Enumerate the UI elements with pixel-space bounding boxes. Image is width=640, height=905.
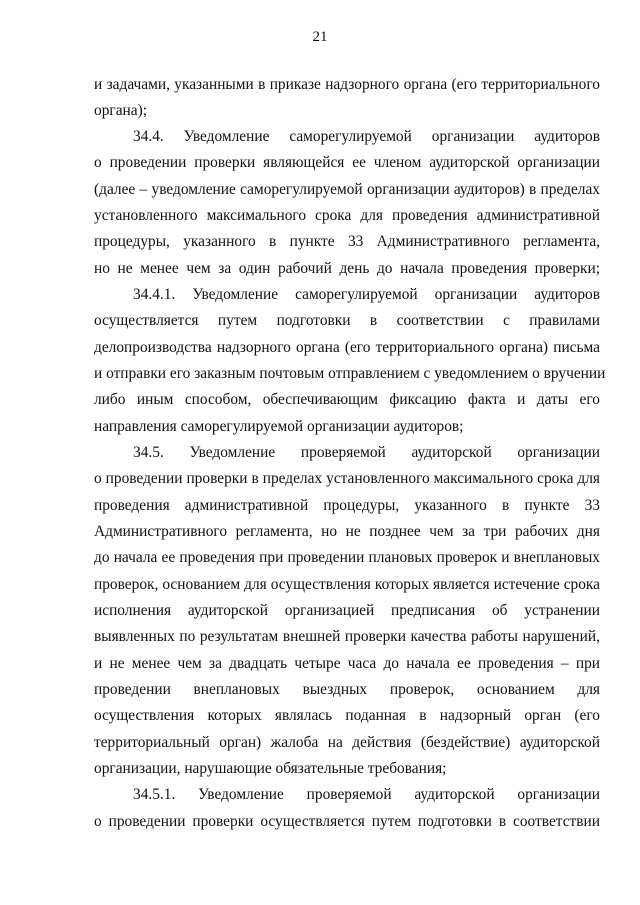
- text-line: осуществляется путем подготовки в соответствии с правилами: [94, 312, 600, 329]
- text-line: органа);: [94, 102, 148, 119]
- text-line: территориальный орган) жалоба на действия (бездействие) аудиторской: [94, 734, 600, 751]
- text-line: и отправки его заказным почтовым отправлением с уведомлением о вручении: [94, 365, 606, 382]
- text-line: о проведении проверки являющейся ее членом аудиторской организации: [94, 154, 600, 171]
- paragraph-34-4-1-start: 34.4.1. Уведомление саморегулируемой организации аудиторов: [133, 286, 600, 303]
- paragraph-34-4-start: 34.4. Уведомление саморегулируемой организации аудиторов: [133, 128, 600, 145]
- text-line: проверок, основанием для осуществления которых является истечение срока: [94, 576, 600, 593]
- text-line: направления саморегулируемой организации аудиторов;: [94, 418, 464, 435]
- text-line: выявленных по результатам внешней проверки качества работы нарушений,: [94, 628, 600, 645]
- text-line: и задачами, указанными в приказе надзорного органа (его территориального: [94, 76, 600, 93]
- text-line: установленного максимального срока для проведения административной: [94, 207, 600, 224]
- text-line: и не менее чем за двадцать четыре часа до начала ее проведения – при: [94, 655, 600, 672]
- paragraph-34-5-1-start: 34.5.1. Уведомление проверяемой аудиторской организации: [133, 786, 600, 803]
- text-line: но не менее чем за один рабочий день до начала проведения проверки;: [94, 260, 600, 277]
- text-line: проведения административной процедуры, указанного в пункте 33: [94, 497, 600, 514]
- page-number: 21: [312, 29, 328, 45]
- text-line: осуществления которых являлась поданная в надзорный орган (его: [94, 707, 600, 724]
- text-line: проведении внеплановых выездных проверок, основанием для: [94, 681, 600, 698]
- text-line: делопроизводства надзорного органа (его территориального органа) письма: [94, 339, 600, 356]
- text-line: исполнения аудиторской организацией предписания об устранении: [94, 602, 600, 619]
- text-line: (далее – уведомление саморегулируемой организации аудиторов) в пределах: [94, 181, 600, 198]
- text-line: до начала ее проведения при проведении плановых проверок и внеплановых: [94, 549, 600, 566]
- text-line: либо иным способом, обеспечивающим фиксацию факта и даты его: [94, 391, 600, 408]
- text-line: Административного регламента, но не позднее чем за три рабочих дня: [94, 523, 600, 540]
- text-line: о проведении проверки осуществляется путем подготовки в соответствии: [94, 813, 600, 830]
- paragraph-34-5-start: 34.5. Уведомление проверяемой аудиторской организации: [133, 444, 600, 461]
- text-line: процедуры, указанного в пункте 33 Административного регламента,: [94, 233, 600, 250]
- text-line: организации, нарушающие обязательные требования;: [94, 760, 447, 777]
- text-line: о проведении проверки в пределах установленного максимального срока для: [94, 470, 600, 487]
